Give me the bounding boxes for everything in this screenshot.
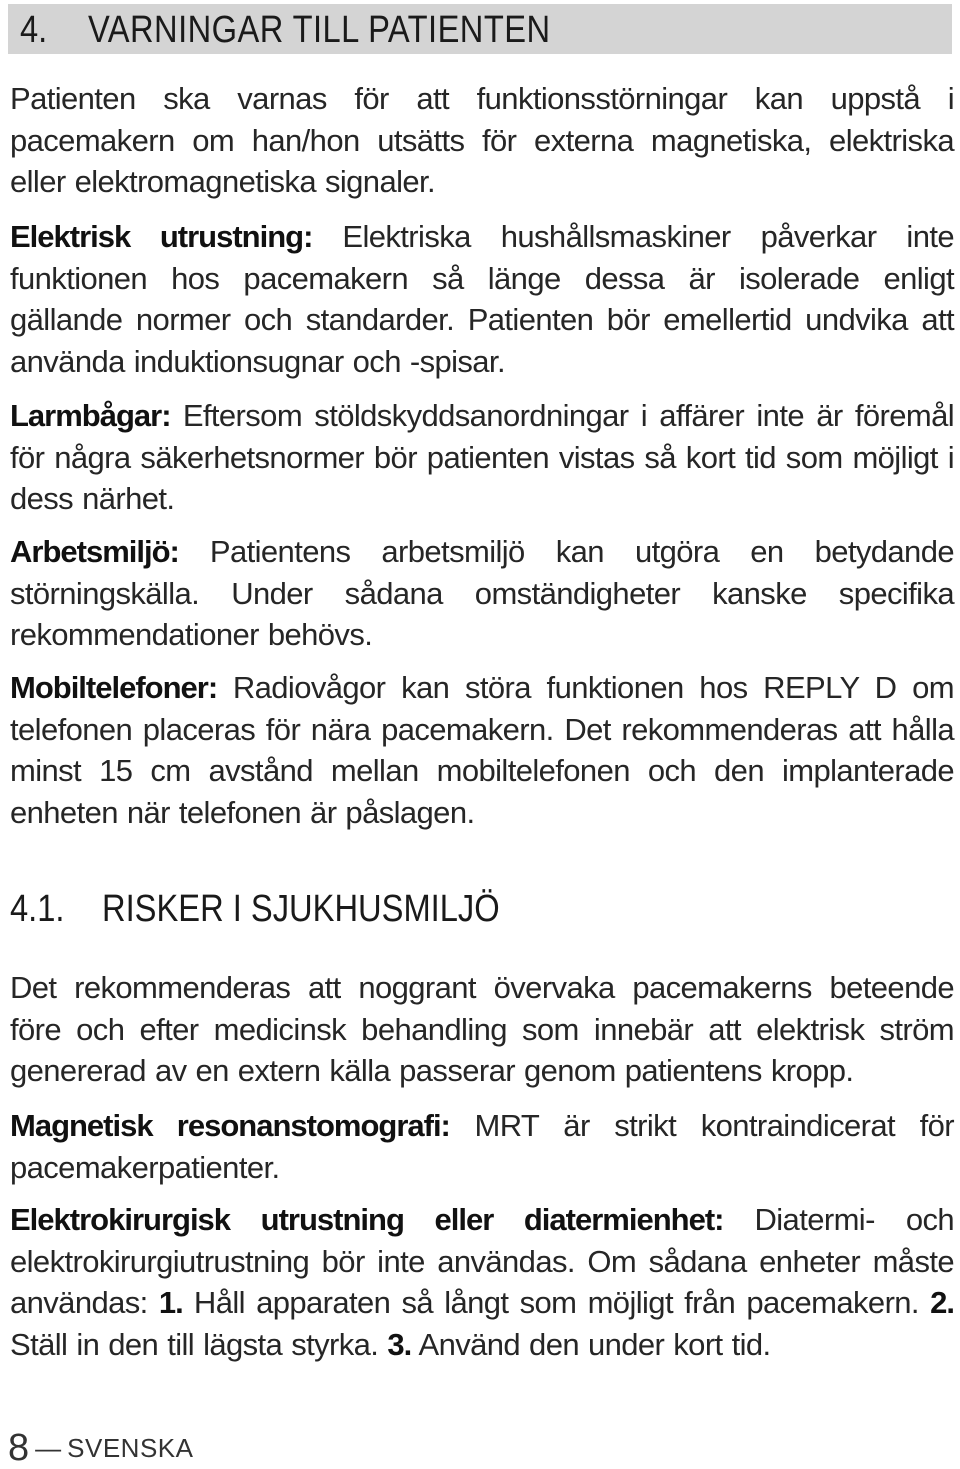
- mobile-text: Radiovågor kan störa funktionen hos REPLY D om telefonen placeras för nära pacemakern. Det rekommenderas att hålla minst 15 cm avstånd mellan mobiltelefonen och den implanterade enheten när telefonen är påslagen.: [10, 670, 954, 830]
- intro-text: Patienten ska varnas för att funktionsstörningar kan uppstå i pacemakern om han/hon utsätts för externa magnetiska, elektriska eller elektromagnetiska signaler.: [10, 81, 954, 199]
- intro-paragraph: [10, 78, 954, 203]
- hospital-intro-text: Det rekommenderas att noggrant övervaka pacemakerns beteende före och efter medicinsk behandling som innebär att elektrisk ström genererad av en extern källa passerar genom patientens kropp.: [10, 970, 954, 1088]
- electrical-paragraph: [10, 216, 954, 382]
- section-title: VARNINGAR TILL PATIENTEN: [88, 9, 551, 51]
- step-3-text: Använd den under kort tid.: [418, 1326, 771, 1362]
- hospital-intro-paragraph: [10, 967, 954, 1092]
- alarm-text: Eftersom stöldskyddsanordningar i affärer inte är föremål för några säkerhetsnormer bör patienten vistas så kort tid som möjligt i dess närhet.: [10, 398, 955, 516]
- section-heading: [8, 4, 952, 54]
- page-number: 8: [8, 1427, 30, 1469]
- electrical-label: Elektrisk utrustning:: [10, 219, 313, 254]
- work-label: Arbetsmiljö:: [10, 534, 179, 569]
- mobile-label: Mobiltelefoner:: [10, 670, 218, 705]
- step-1-number: 1.: [158, 1285, 183, 1320]
- alarm-label: Larmbågar:: [10, 398, 171, 433]
- mobile-paragraph: [10, 667, 954, 833]
- subsection-title: RISKER I SJUKHUSMILJÖ: [102, 888, 500, 930]
- mri-label: Magnetisk resonanstomografi:: [10, 1108, 450, 1143]
- step-1-text: Håll apparaten så långt som möjligt från pacemakern.: [193, 1285, 919, 1320]
- section-number: 4.: [20, 9, 48, 51]
- mri-text: MRT är strikt kontraindicerat för pacemakerpatienter.: [10, 1108, 954, 1185]
- step-2-number: 2.: [930, 1285, 954, 1320]
- page-footer: [8, 1428, 193, 1468]
- surgery-paragraph: [10, 1199, 954, 1365]
- subsection-heading: [10, 884, 950, 934]
- work-text: Patientens arbetsmiljö kan utgöra en betydande störningskälla. Under sådana omständigheter kanske specifika rekommendationer behövs.: [10, 534, 954, 652]
- subsection-number: 4.1.: [10, 888, 65, 930]
- footer-dash: —: [35, 1433, 62, 1463]
- surgery-text: Diatermi- och elektrokirurgiutrustning bör inte användas. Om sådana enheter måste användas:: [10, 1202, 954, 1320]
- surgery-label: Elektrokirurgisk utrustning eller diatermienhet:: [10, 1202, 724, 1237]
- work-paragraph: [10, 531, 954, 656]
- alarm-paragraph: [10, 395, 954, 520]
- electrical-text: Elektriska hushållsmaskiner påverkar inte funktionen hos pacemakern så länge dessa är isolerade enligt gällande normer och standarder. Patienten bör emellertid undvika att använda induktionsugnar och -spisar.: [10, 219, 954, 379]
- step-2-text: Ställ in den till lägsta styrka.: [10, 1326, 379, 1362]
- mri-paragraph: [10, 1105, 954, 1188]
- footer-language: SVENSKA: [67, 1433, 194, 1463]
- step-3-number: 3.: [387, 1326, 412, 1362]
